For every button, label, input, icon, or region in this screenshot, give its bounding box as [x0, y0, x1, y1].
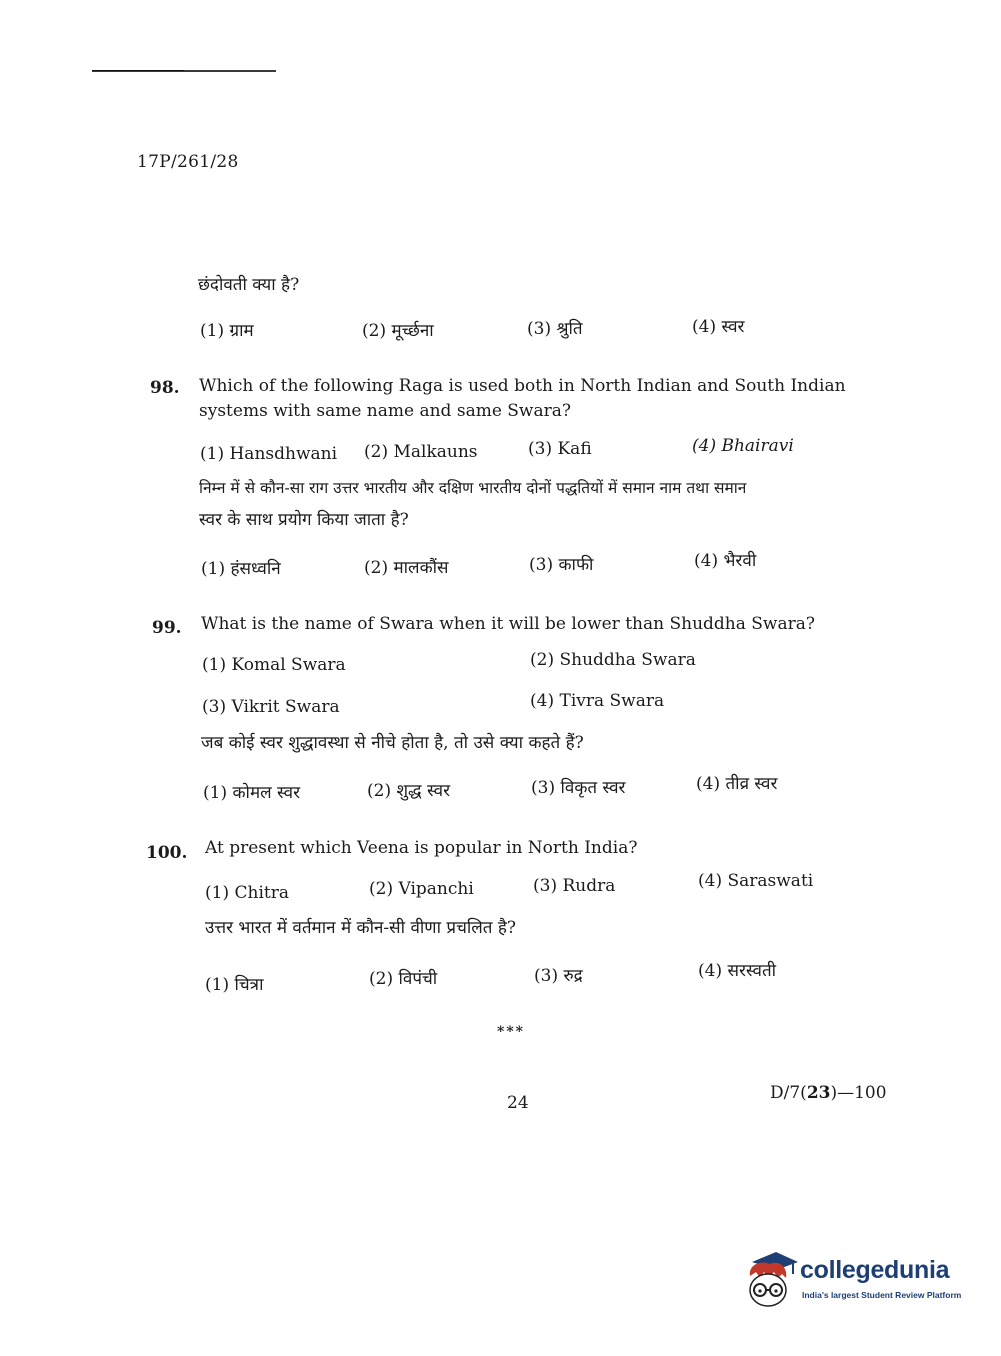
- q98-hindi-option-1: (1) हंसध्वनि: [201, 559, 281, 579]
- q100-hindi-option-3: (3) रुद्र: [534, 966, 583, 986]
- q99-hindi-option-2: (2) शुद्ध स्वर: [367, 781, 451, 801]
- paper-code: 17P/261/28: [137, 152, 239, 172]
- q100-hindi-option-4: (4) सरस्वती: [698, 961, 777, 981]
- q100-option-3: (3) Rudra: [533, 876, 616, 896]
- prev-question-hindi: छंदोवती क्या है?: [198, 275, 300, 295]
- q98-option-2: (2) Malkauns: [364, 442, 478, 462]
- footer-code-bold: 23: [806, 1083, 831, 1103]
- q99-option-2: (2) Shuddha Swara: [530, 650, 696, 670]
- page-number: 24: [507, 1093, 529, 1113]
- question-98-text-line2: systems with same name and same Swara?: [199, 401, 571, 421]
- top-rule: [92, 70, 276, 72]
- question-100-hindi: उत्तर भारत में वर्तमान में कौन-सी वीणा प्रचलित है?: [205, 918, 517, 938]
- question-99-text: What is the name of Swara when it will be lower than Shuddha Swara?: [201, 614, 815, 634]
- q99-option-1: (1) Komal Swara: [202, 655, 346, 675]
- end-stars: ***: [497, 1024, 525, 1040]
- footer-code-suffix: )—100: [830, 1083, 887, 1103]
- logo-tagline: India's largest Student Review Platform: [802, 1290, 962, 1300]
- q99-hindi-option-1: (1) कोमल स्वर: [203, 783, 301, 803]
- q98-option-1: (1) Hansdhwani: [200, 444, 338, 464]
- question-99-hindi: जब कोई स्वर शुद्धावस्था से नीचे होता है, तो उसे क्या कहते हैं?: [201, 733, 584, 753]
- q100-option-4: (4) Saraswati: [698, 871, 814, 891]
- prev-option-2: (2) मूर्च्छना: [362, 321, 434, 341]
- question-100-text: At present which Veena is popular in North India?: [205, 838, 638, 858]
- q100-hindi-option-1: (1) चित्रा: [205, 975, 264, 995]
- q100-option-1: (1) Chitra: [205, 883, 289, 903]
- q98-option-4: (4) Bhairavi: [692, 436, 794, 456]
- q98-hindi-option-3: (3) काफी: [529, 555, 594, 575]
- question-98-text-line1: Which of the following Raga is used both in North Indian and South Indian: [199, 376, 846, 396]
- q100-option-2: (2) Vipanchi: [369, 879, 474, 899]
- prev-option-1: (1) ग्राम: [200, 321, 254, 341]
- q98-hindi-option-4: (4) भैरवी: [694, 551, 757, 571]
- collegedunia-logo: [742, 1250, 968, 1312]
- q99-hindi-option-3: (3) विकृत स्वर: [531, 778, 626, 798]
- q99-option-3: (3) Vikrit Swara: [202, 697, 340, 717]
- q99-hindi-option-4: (4) तीव्र स्वर: [696, 774, 778, 794]
- question-98-hindi-line2: स्वर के साथ प्रयोग किया जाता है?: [199, 510, 409, 530]
- student-mascot-icon: [742, 1250, 800, 1312]
- question-number-100: 100.: [146, 843, 188, 863]
- q100-hindi-option-2: (2) विपंची: [369, 969, 438, 989]
- footer-code: [770, 1083, 887, 1103]
- prev-option-4: (4) स्वर: [692, 317, 745, 337]
- q98-option-3: (3) Kafi: [528, 439, 592, 459]
- q99-option-4: (4) Tivra Swara: [530, 691, 665, 711]
- logo-name: collegedunia: [800, 1256, 950, 1284]
- question-number-99: 99.: [152, 618, 182, 638]
- question-98-hindi-line1: निम्न में से कौन-सा राग उत्तर भारतीय और दक्षिण भारतीय दोनों पद्धतियों में समान नाम तथा समान: [199, 479, 747, 497]
- prev-option-3: (3) श्रुति: [527, 319, 583, 339]
- footer-code-prefix: D/7(: [770, 1083, 807, 1103]
- question-number-98: 98.: [150, 378, 180, 398]
- q98-hindi-option-2: (2) मालकौंस: [364, 558, 449, 578]
